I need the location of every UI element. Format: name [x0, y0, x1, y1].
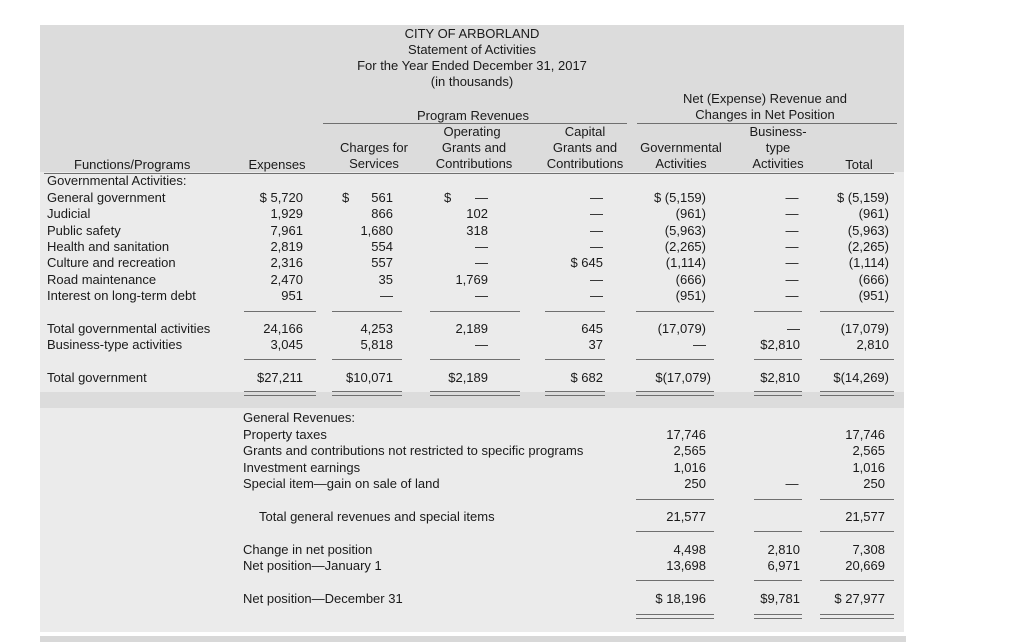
totals-expenses: 3,045 — [270, 337, 303, 352]
row-capital: — — [590, 288, 603, 303]
totals-capital: 37 — [588, 337, 603, 352]
period-title: For the Year Ended December 31, 2017 — [357, 58, 587, 73]
operating-total-rule — [430, 359, 520, 360]
totals-business: $2,810 — [760, 337, 800, 352]
row-business: — — [785, 239, 799, 254]
row-business: — — [785, 288, 799, 303]
row-governmental: (666) — [675, 272, 706, 287]
row-operating: — — [475, 288, 488, 303]
charges-dollar-sign: $ — [342, 190, 350, 205]
row-charges: 35 — [378, 272, 393, 287]
total-government-operating: $2,189 — [448, 370, 488, 385]
double-rule-top — [636, 614, 714, 615]
capital-header-2: Grants and — [552, 140, 618, 155]
governmental-header-2: Activities — [655, 156, 707, 171]
row-governmental: (1,114) — [665, 255, 706, 270]
row-expenses: 951 — [281, 288, 303, 303]
np-total-rule — [820, 580, 894, 581]
business-header-3: Activities — [752, 156, 804, 171]
totals-operating: — — [475, 337, 488, 352]
statement-title: Statement of Activities — [408, 42, 536, 57]
double-rule-top — [244, 391, 316, 392]
ending-gov: $ 18,196 — [655, 591, 706, 606]
row-governmental: (2,265) — [664, 239, 706, 254]
ending-label: Net position—December 31 — [243, 591, 403, 606]
row-label: Health and sanitation — [47, 239, 170, 254]
row-total: (2,265) — [847, 239, 889, 254]
row-charges: — — [380, 288, 393, 303]
row-expenses: 2,470 — [270, 272, 303, 287]
row-label: Road maintenance — [47, 272, 157, 287]
double-rule-bottom — [754, 618, 802, 619]
double-rule-bottom — [332, 395, 402, 396]
double-rule-top — [332, 391, 402, 392]
ending-bus: $9,781 — [760, 591, 800, 606]
total-government-label: Total government — [47, 370, 147, 385]
double-rule-bottom — [636, 395, 714, 396]
total-subtotal-rule — [820, 311, 894, 312]
row-charges: 1,680 — [360, 223, 393, 238]
genrev-bus-rule — [754, 499, 802, 500]
beginning-gov: 13,698 — [666, 558, 706, 573]
row-total: (951) — [858, 288, 889, 303]
row-capital: — — [590, 190, 603, 205]
operating-dollar-sign: $ — [444, 190, 452, 205]
row-business: — — [785, 190, 799, 205]
total-general-revenues-total: 21,577 — [845, 509, 885, 524]
change-label: Change in net position — [243, 542, 373, 557]
double-rule-bottom — [636, 618, 714, 619]
totals-expenses: 24,166 — [263, 321, 303, 336]
tgr-gov-rule — [636, 531, 714, 532]
row-total: (5,963) — [847, 223, 889, 238]
row-business: — — [785, 272, 799, 287]
net-revenue-header-line2: Changes in Net Position — [695, 107, 835, 122]
net-revenue-header-line1: Net (Expense) Revenue and — [682, 91, 848, 106]
np-gov-rule — [636, 580, 714, 581]
charges-header-1: Charges for — [340, 140, 408, 155]
double-rule-top — [545, 391, 605, 392]
row-business: — — [785, 255, 799, 270]
row-charges: 866 — [371, 206, 393, 221]
beginning-total: 20,669 — [845, 558, 885, 573]
operating-header-1: Operating — [443, 124, 501, 139]
row-label: General government — [47, 190, 166, 205]
totals-governmental: (17,079) — [657, 321, 706, 336]
row-capital: — — [590, 206, 603, 221]
row-operating: 1,769 — [455, 272, 488, 287]
capital-header-3: Contributions — [546, 156, 624, 171]
general-revenue-label: Investment earnings — [243, 460, 361, 475]
change-total: 7,308 — [852, 542, 885, 557]
net-revenue-rule — [637, 123, 897, 124]
row-operating: — — [475, 239, 488, 254]
operating-header-2: Grants and — [441, 140, 507, 155]
row-capital: — — [590, 239, 603, 254]
general-revenue-gov: 17,746 — [666, 427, 706, 442]
total-general-revenues-label: Total general revenues and special items — [259, 509, 495, 524]
row-governmental: (961) — [675, 206, 706, 221]
total-government-bus: $2,810 — [760, 370, 800, 385]
charges-subtotal-rule — [332, 311, 402, 312]
double-rule-bottom — [430, 395, 520, 396]
np-bus-rule — [754, 580, 802, 581]
tgr-total-rule — [820, 531, 894, 532]
double-rule-top — [754, 614, 802, 615]
total-general-revenues-gov: 21,577 — [666, 509, 706, 524]
general-revenue-total: 250 — [863, 476, 885, 491]
totals-total: (17,079) — [840, 321, 889, 336]
general-revenue-label: Property taxes — [243, 427, 327, 442]
genrev-gov-rule — [636, 499, 714, 500]
expenses-header: Expenses — [248, 157, 306, 172]
bus-total-rule — [754, 359, 802, 360]
row-business: — — [785, 206, 799, 221]
general-revenue-gov: 1,016 — [673, 460, 706, 475]
capital-header-1: Capital — [564, 124, 606, 139]
row-operating: 318 — [466, 223, 488, 238]
governmental-header-1: Governmental — [640, 140, 722, 155]
gov-total-rule — [636, 359, 714, 360]
row-total: (1,114) — [848, 255, 889, 270]
double-rule-bottom — [545, 395, 605, 396]
general-revenue-total: 1,016 — [852, 460, 885, 475]
row-total: (961) — [858, 206, 889, 221]
double-rule-bottom — [244, 395, 316, 396]
total-government-gov: $(17,079) — [655, 370, 711, 385]
row-label: Judicial — [47, 206, 91, 221]
double-rule-bottom — [820, 618, 894, 619]
total-government-charges: $10,071 — [346, 370, 393, 385]
total-government-total: $(14,269) — [833, 370, 889, 385]
capital-total-rule — [545, 359, 605, 360]
functions-header: Functions/Programs — [74, 157, 191, 172]
totals-charges: 4,253 — [360, 321, 393, 336]
units-title: (in thousands) — [430, 74, 514, 89]
row-total: (666) — [858, 272, 889, 287]
business-header-2: type — [765, 140, 791, 155]
gov-subtotal-rule — [636, 311, 714, 312]
row-capital: — — [590, 272, 603, 287]
double-rule-top — [820, 614, 894, 615]
general-revenue-bus: — — [785, 476, 799, 491]
total-government-capital: $ 682 — [570, 370, 603, 385]
row-capital: $ 645 — [570, 255, 603, 270]
beginning-label: Net position—January 1 — [243, 558, 382, 573]
charges-header-2: Services — [349, 156, 399, 171]
row-operating: — — [475, 190, 488, 205]
city-title: CITY OF ARBORLAND — [404, 26, 540, 41]
general-revenue-gov: 250 — [684, 476, 706, 491]
double-rule-top — [820, 391, 894, 392]
row-expenses: 7,961 — [270, 223, 303, 238]
double-rule-top — [754, 391, 802, 392]
bus-subtotal-rule — [754, 311, 802, 312]
row-label: Interest on long-term debt — [47, 288, 196, 303]
general-revenue-label: Special item—gain on sale of land — [243, 476, 440, 491]
totals-capital: 645 — [581, 321, 603, 336]
row-business: — — [785, 223, 799, 238]
tgr-bus-rule — [754, 531, 802, 532]
change-bus: 2,810 — [767, 542, 800, 557]
row-total: $ (5,159) — [836, 190, 889, 205]
charges-total-rule — [332, 359, 402, 360]
row-operating: — — [475, 255, 488, 270]
double-rule-top — [636, 391, 714, 392]
row-governmental: (951) — [675, 288, 706, 303]
row-operating: 102 — [466, 206, 488, 221]
general-revenue-gov: 2,565 — [673, 443, 706, 458]
totals-total: 2,810 — [856, 337, 889, 352]
operating-header-3: Contributions — [435, 156, 513, 171]
row-governmental: (5,963) — [664, 223, 706, 238]
ending-total: $ 27,977 — [834, 591, 885, 606]
double-rule-bottom — [820, 395, 894, 396]
row-charges: 561 — [371, 190, 393, 205]
genrev-total-rule — [820, 499, 894, 500]
program-revenues-header: Program Revenues — [417, 108, 529, 123]
totals-business: — — [787, 321, 800, 336]
row-charges: 554 — [371, 239, 393, 254]
capital-subtotal-rule — [545, 311, 605, 312]
total-header: Total — [845, 157, 873, 172]
program-revenues-rule — [323, 123, 627, 124]
business-header-1: Business- — [749, 124, 807, 139]
general-revenue-label: Grants and contributions not restricted to specific programs — [243, 443, 584, 458]
expenses-total-rule — [244, 359, 316, 360]
beginning-bus: 6,971 — [767, 558, 800, 573]
totals-operating: 2,189 — [455, 321, 488, 336]
bottom-bar — [40, 636, 906, 642]
row-expenses: 2,316 — [270, 255, 303, 270]
general-revenues-heading: General Revenues: — [243, 410, 356, 425]
row-expenses: 2,819 — [270, 239, 303, 254]
operating-subtotal-rule — [430, 311, 520, 312]
total-government-expenses: $27,211 — [256, 370, 303, 385]
totals-governmental: — — [693, 337, 706, 352]
total-total-rule — [820, 359, 894, 360]
governmental-activities-label: Governmental Activities: — [47, 173, 187, 188]
change-gov: 4,498 — [673, 542, 706, 557]
double-rule-top — [430, 391, 520, 392]
totals-label: Business-type activities — [47, 337, 183, 352]
row-label: Public safety — [47, 223, 121, 238]
row-capital: — — [590, 223, 603, 238]
row-expenses: 1,929 — [270, 206, 303, 221]
expenses-subtotal-rule — [244, 311, 316, 312]
general-revenue-total: 17,746 — [845, 427, 885, 442]
double-rule-bottom — [754, 395, 802, 396]
row-charges: 557 — [371, 255, 393, 270]
general-revenue-total: 2,565 — [852, 443, 885, 458]
totals-label: Total governmental activities — [47, 321, 211, 336]
row-governmental: $ (5,159) — [653, 190, 706, 205]
totals-charges: 5,818 — [360, 337, 393, 352]
row-expenses: $ 5,720 — [259, 190, 303, 205]
row-label: Culture and recreation — [47, 255, 176, 270]
